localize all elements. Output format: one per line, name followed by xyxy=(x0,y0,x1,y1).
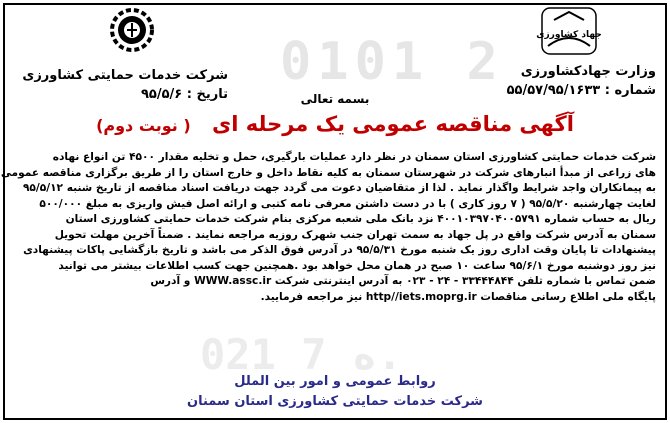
date-value: ۹۵/۵/۶ xyxy=(141,87,183,102)
body-line: ریال به حساب شماره ۴۰۰۱۰۳۹۷۰۴۰۰۵۷۹۱ نزد بانک ملی شعبه مرکزی بنام شرکت خدمات حمایتی کشاورزی استان xyxy=(65,213,656,225)
company-header xyxy=(18,66,228,104)
company-name: شرکت خدمات حمایتی کشاورزی xyxy=(22,68,228,83)
body-line: های زراعی از مبدأ انبارهای شرکت در شهرستان سمنان به کلیه نقاط داخل و خارج استان را از طریق برگزاری مناقصه عمومی xyxy=(0,166,656,179)
date-line xyxy=(18,85,228,104)
body-line: سمنان به آدرس شرکت واقع در پل جهاد به سمت تهران جنب شهرک روزیه مراجعه نمایند . ضمناً آخرین مهلت تحویل xyxy=(54,228,656,241)
body-line: پیشنهادات تا پایان وقت اداری روز یک شنبه مورخ ۹۵/۵/۳۱ در آدرس فوق الذکر می باشد و تاریخ بازگشایی پاکات پیشنهادی xyxy=(23,244,656,256)
number-value: ۵۵/۵۷/۹۵/۱۶۳۳ xyxy=(506,83,601,98)
body-line: ضمن تماس با شماره تلفن ۳۳۴۴۴۸۴۴ - ۲۴ - ۰۲۳ به آدرس اینترنتی شرکت WWW.assc.ir و آدرس xyxy=(150,275,656,287)
body-line: نیز روز دوشنبه مورخ ۹۵/۶/۱ ساعت ۱۰ صبح در همان محل خواهد بود .همچنین جهت کسب اطلاعات بیشتر می توانید xyxy=(58,259,656,272)
title-main: آگهی مناقصه عمومی یک مرحله ای xyxy=(212,112,574,136)
footer-dept: روابط عمومی و امور بین الملل xyxy=(234,374,436,389)
ministry-header xyxy=(486,62,656,100)
company-gear-logo xyxy=(108,6,156,54)
number-line xyxy=(486,81,656,100)
watermark: 0101 2 xyxy=(280,32,504,92)
footer-signature xyxy=(150,372,520,412)
notice-title xyxy=(70,112,600,136)
body-line: پایگاه ملی اطلاع رسانی مناقصات http//iets.moprg.ir نیز مراجعه فرمایید. xyxy=(260,290,656,303)
logo-text: جهاد کشاورزی xyxy=(536,30,602,40)
body-line: لغایت چهارشنبه ۹۵/۵/۲۰ ( ۷ روز کاری ) با در دست داشتن معرفی نامه کتبی و ارائه اصل فیش واریزی به مبلغ ۵۰۰/۰۰۰ xyxy=(39,197,656,210)
jihad-keshavarzi-logo xyxy=(536,6,602,56)
title-round: ( نوبت دوم) xyxy=(96,116,191,135)
watermark-bottom: 021 ه 7. xyxy=(200,330,403,379)
bismillah: بسمه تعالی xyxy=(300,92,370,106)
date-label: تاریخ : xyxy=(186,87,228,102)
body-line: به پیمانکاران واجد شرایط واگذار نماید . لذا از متقاضیان دعوت می گردد جهت دریافت اسناد مناقصه از تاریخ شنبه ۹۵/۵/۱۲ xyxy=(22,182,656,194)
notice-body xyxy=(0,150,656,305)
body-line: شرکت خدمات حمایتی کشاورزی استان سمنان در نظر دارد عملیات بارگیری، حمل و تخلیه مقدار ۴۵۰۰ تن انواع نهاده xyxy=(52,151,656,163)
ministry-name: وزارت جهادکشاورزی xyxy=(520,64,656,79)
number-label: شماره : xyxy=(604,83,656,98)
footer-company: شرکت خدمات حمایتی کشاورزی استان سمنان xyxy=(187,394,483,409)
